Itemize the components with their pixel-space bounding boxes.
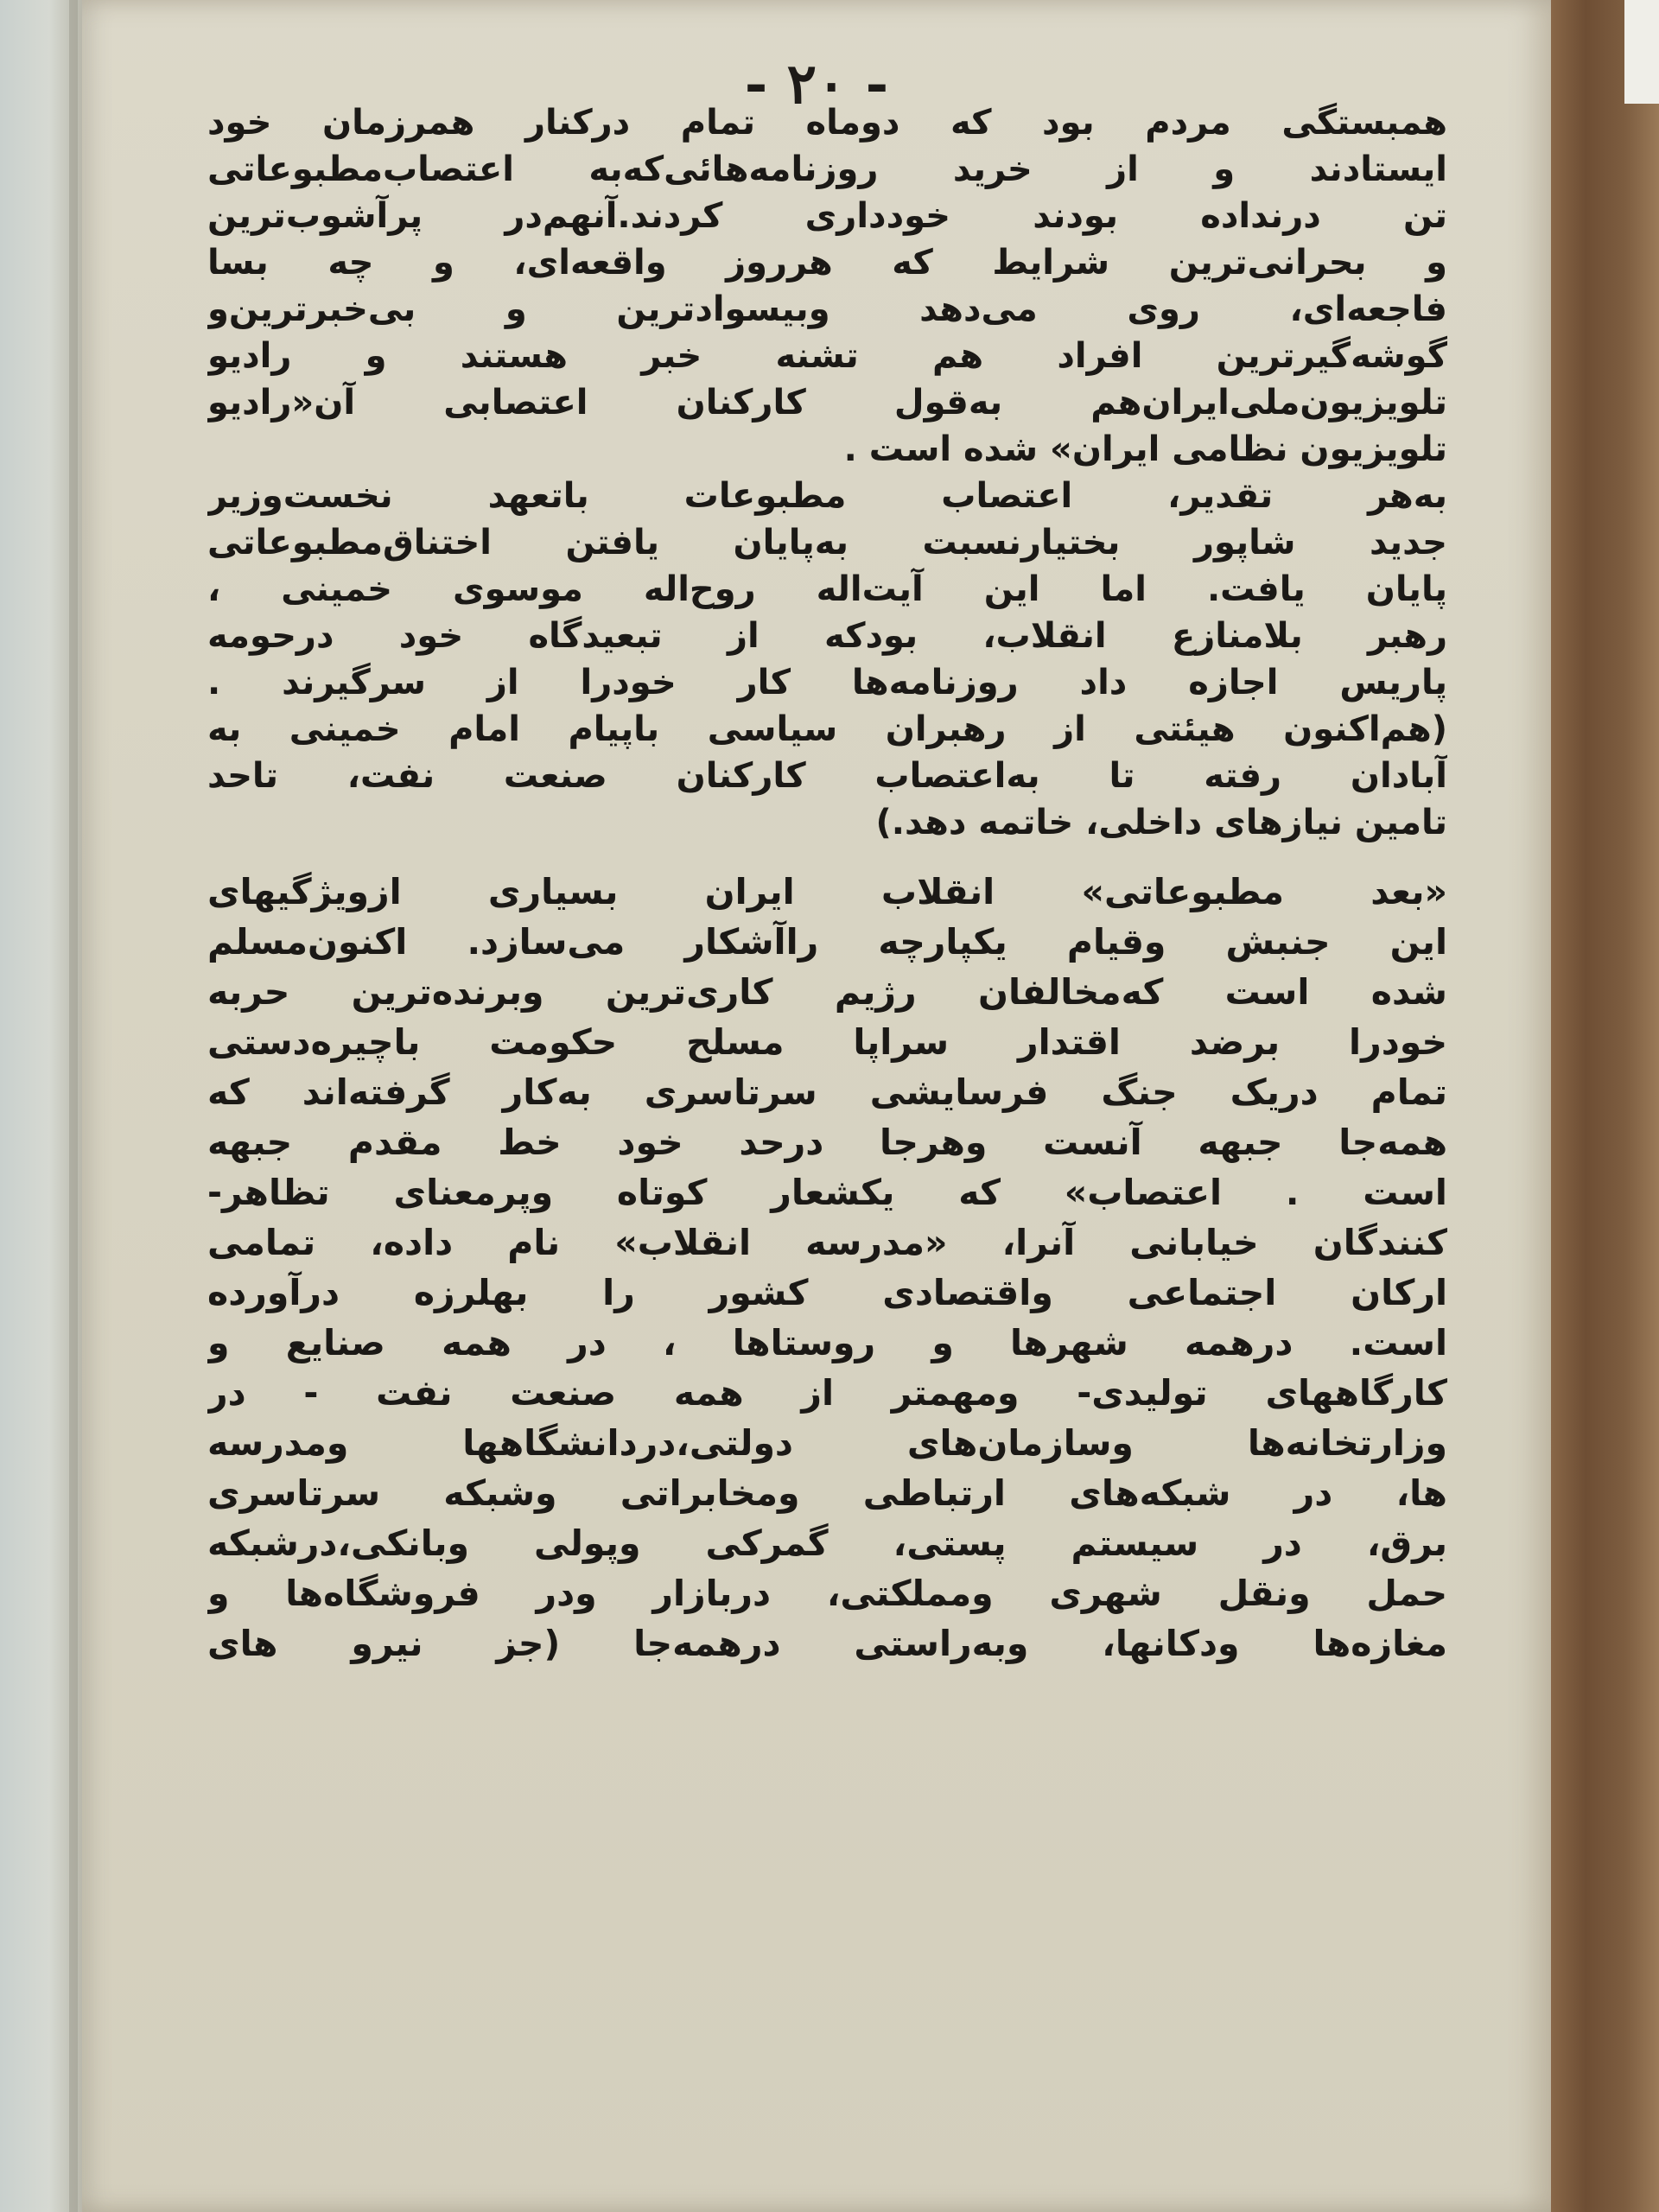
spine-highlight — [1624, 0, 1659, 104]
text-line: تن درنداده بودند خودداری کردند.آنهم‌در پرآشوب‌ترین — [207, 196, 1447, 236]
text-line: پاریس اجازه داد روزنامه‌ها کار خودرا از سرگیرند . — [207, 663, 1447, 702]
text-line: ها، در شبکه‌های ارتباطی ومخابراتی وشبکه سرتاسری — [207, 1472, 1447, 1514]
text-line: «بعد مطبوعاتی» انقلاب ایران بسیاری ازویژگیهای — [207, 871, 1447, 912]
text-line: کنندگان خیابانی آنرا، «مدرسه انقلاب» نام داده، تمامی — [207, 1222, 1447, 1263]
text-line: آبادان رفته تا به‌اعتصاب کارکنان صنعت نفت، تاحد — [207, 756, 1447, 796]
paragraph-gap — [207, 846, 1447, 867]
text-line: همبستگی مردم بود که دوماه تمام درکنار همرزمان خود — [207, 103, 1447, 143]
text-line: پایان یافت. اما این آیت‌اله روح‌اله موسوی خمینی ، — [207, 569, 1447, 609]
text-line: همه‌جا جبهه آنست وهرجا درحد خود خط مقدم جبهه — [207, 1122, 1447, 1163]
text-line: رهبر بلامنازع انقلاب، بودکه از تبعیدگاه خود درحومه — [207, 616, 1447, 656]
text-line: تمام دریک جنگ فرسایشی سرتاسری به‌کار گرفته‌اند که — [207, 1071, 1447, 1113]
text-line: و بحرانی‌ترین شرایط که هرروز واقعه‌ای، و چه بسا — [207, 243, 1447, 283]
book-page — [82, 0, 1551, 2212]
paragraph-3 — [207, 867, 1447, 1669]
text-line: فاجعه‌ای، روی می‌دهد وبیسوادترین و بی‌خبرترین‌و — [207, 289, 1447, 329]
text-line: این جنبش وقیام یکپارچه راآشکار می‌سازد. اکنون‌مسلم — [207, 921, 1447, 963]
text-line: به‌هر تقدیر، اعتصاب مطبوعات باتعهد نخست‌وزیر — [207, 476, 1447, 516]
text-line: جدید شاپور بختیارنسبت به‌پایان یافتن اختناق‌مطبوعاتی — [207, 523, 1447, 563]
text-line: کارگاههای تولیدی- ومهمتر از همه صنعت نفت - در — [207, 1372, 1447, 1414]
page-number: - ۲٠ - — [744, 52, 889, 117]
text-line: مغازه‌ها ودکانها، وبه‌راستی درهمه‌جا (جز نیرو های — [207, 1623, 1447, 1664]
text-line: است . اعتصاب» که یکشعار کوتاه وپرمعنای تظاهر- — [207, 1172, 1447, 1213]
text-line: ارکان اجتماعی واقتصادی کشور را بهلرزه درآورده — [207, 1272, 1447, 1313]
text-line: تامین نیازهای داخلی، خاتمه دهد.) — [875, 803, 1447, 842]
text-line: (هم‌اکنون هیئتی از رهبران سیاسی باپیام امام خمینی به — [207, 709, 1447, 749]
text-line: تلویزیون‌ملی‌ایران‌هم به‌قول کارکنان اعتصابی آن«رادیو — [207, 383, 1447, 423]
text-line: ایستادند و از خرید روزنامه‌هائی‌که‌به اعتصاب‌مطبوعاتی — [207, 149, 1447, 189]
text-line: حمل ونقل شهری ومملکتی، دربازار ودر فروشگاه‌ها و — [207, 1573, 1447, 1614]
text-line: برق، در سیستم پستی، گمرکی وپولی وبانکی،درشبکه — [207, 1522, 1447, 1564]
text-line: گوشه‌گیرترین افراد هم تشنه خبر هستند و رادیو — [207, 336, 1447, 376]
page-body — [207, 99, 1447, 1669]
text-line: خودرا برضد اقتدار سراپا مسلح حکومت باچیره‌دستی — [207, 1021, 1447, 1063]
text-line: شده است که‌مخالفان رژیم کاری‌ترین وبرنده‌ترین حربه — [207, 971, 1447, 1013]
text-line: است. درهمه شهرها و روستاها ، در همه صنایع و — [207, 1322, 1447, 1363]
left-page-crease — [69, 0, 78, 2212]
text-line: تلویزیون نظامی ایران» شده است . — [843, 429, 1447, 469]
paragraph-1 — [207, 99, 1447, 473]
text-line: وزارتخانه‌ها وسازمان‌های دولتی،دردانشگاهها ومدرسه — [207, 1422, 1447, 1464]
book-spine — [1547, 0, 1659, 2212]
paragraph-2 — [207, 473, 1447, 846]
